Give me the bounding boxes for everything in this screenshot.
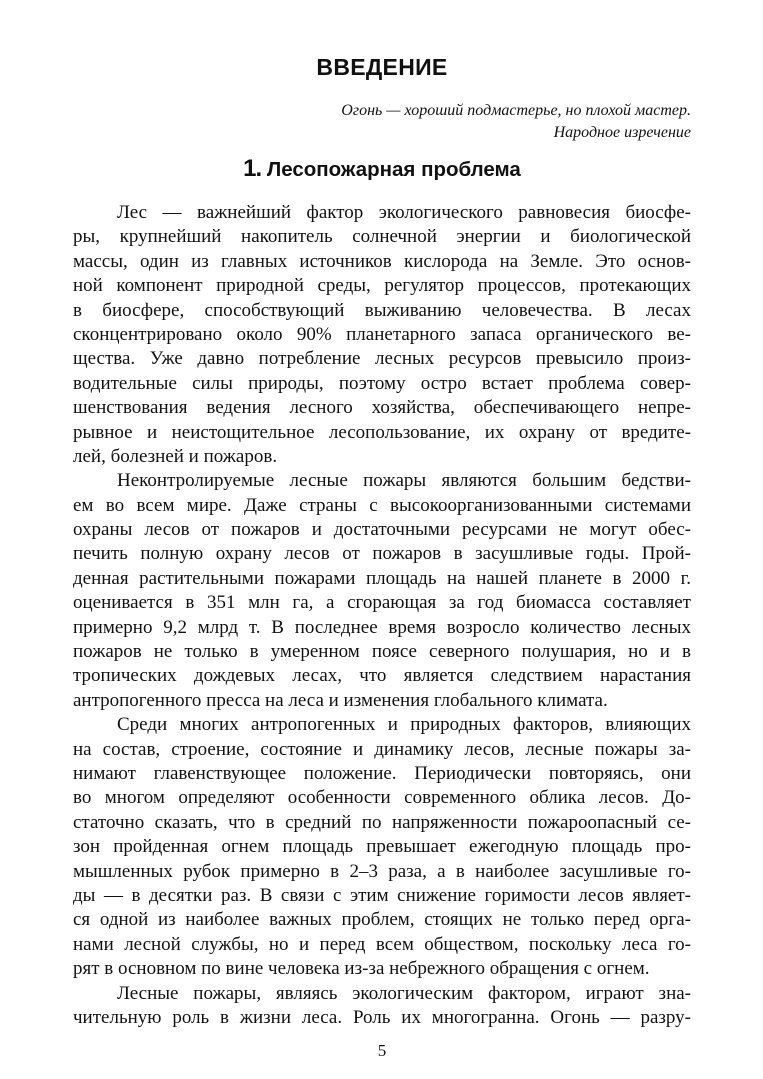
text-line: охраны лесов от пожаров и достаточными ресурсами не могут обес- bbox=[73, 519, 691, 541]
text-line: рят в основном по вине человека из-за небрежного обращения с огнем. bbox=[73, 958, 650, 980]
text-line: зон пройденная огнем площадь превышает ежегодную площадь про- bbox=[73, 836, 691, 858]
text-line: ем во всем мире. Даже страны с высокоорганизованными системами bbox=[73, 494, 691, 516]
text-line: антропогенного пресса на леса и изменения глобального климата. bbox=[73, 689, 608, 711]
text-line: сконцентрировано около 90% планетарного запаса органического ве- bbox=[73, 323, 691, 345]
text-line: ся одной из наиболее важных проблем, стоящих не только перед орга- bbox=[73, 909, 691, 931]
text-line: оценивается в 351 млн га, а сгорающая за год биомасса составляет bbox=[73, 592, 691, 614]
text-line: нами лесной службы, но и перед всем обществом, поскольку леса го- bbox=[73, 933, 691, 955]
text-line: щества. Уже давно потребление лесных ресурсов превысило произ- bbox=[73, 348, 691, 370]
text-line: нимают главенствующее положение. Периодически повторяясь, они bbox=[73, 762, 691, 784]
text-line: массы, один из главных источников кислорода на Земле. Это основ- bbox=[73, 250, 691, 272]
text-line: ры, крупнейший накопитель солнечной энергии и биологической bbox=[73, 226, 691, 248]
chapter-heading: ВВЕДЕНИЕ bbox=[316, 54, 448, 80]
body-text bbox=[73, 201, 691, 1030]
text-line: на состав, строение, состояние и динамику лесов, лесные пожары за- bbox=[73, 738, 691, 760]
text-line: лей, болезней и пожаров. bbox=[73, 445, 278, 467]
book-page bbox=[73, 0, 691, 1079]
text-line: пожаров не только в умеренном поясе северного полушария, но и в bbox=[73, 641, 691, 663]
text-line: во многом определяют особенности современного облика лесов. До- bbox=[73, 787, 691, 809]
text-line: Лесные пожары, являясь экологическим фактором, играют зна- bbox=[117, 982, 691, 1004]
section-heading bbox=[73, 155, 691, 183]
epigraph-quote: Огонь — хороший подмастерье, но плохой мастер. bbox=[341, 102, 691, 119]
epigraph bbox=[341, 100, 691, 144]
text-line: чительную роль в жизни леса. Роль их многогранна. Огонь — разру- bbox=[73, 1006, 691, 1028]
epigraph-source: Народное изречение bbox=[553, 124, 691, 141]
page-number: 5 bbox=[377, 1041, 387, 1060]
section-title: Лесопожарная проблема bbox=[266, 158, 521, 181]
text-line: рывное и неистощительное лесопользование, их охрану от вредите- bbox=[73, 421, 691, 443]
text-line: ды — в десятки раз. В связи с этим снижение горимости лесов являет- bbox=[73, 884, 691, 906]
text-line: статочно сказать, что в средний по напряженности пожароопасный се- bbox=[73, 811, 691, 833]
text-line: шенствования ведения лесного хозяйства, обеспечивающего непре- bbox=[73, 397, 691, 419]
text-line: Лес — важнейший фактор экологического равновесия биосфе- bbox=[117, 202, 691, 223]
text-line: в биосфере, способствующий выживанию человечества. В лесах bbox=[73, 299, 691, 321]
text-line: мышленных рубок примерно в 2–3 раза, а в наиболее засушливые го- bbox=[73, 860, 691, 882]
section-number: 1. bbox=[243, 155, 262, 182]
text-line: тропических дождевых лесах, что является следствием нарастания bbox=[73, 665, 691, 687]
text-line: водительные силы природы, поэтому остро встает проблема совер- bbox=[73, 372, 691, 394]
text-line: денная растительными пожарами площадь на нашей планете в 2000 г. bbox=[73, 567, 691, 589]
text-line: Неконтролируемые лесные пожары являются большим бедстви- bbox=[117, 470, 691, 492]
text-line: ной компонент природной среды, регулятор процессов, протекающих bbox=[73, 275, 691, 297]
text-line: примерно 9,2 млрд т. В последнее время возросло количество лесных bbox=[73, 616, 691, 638]
text-line: печить полную охрану лесов от пожаров в засушливые годы. Прой- bbox=[73, 543, 691, 565]
text-line: Среди многих антропогенных и природных факторов, влияющих bbox=[117, 714, 691, 736]
